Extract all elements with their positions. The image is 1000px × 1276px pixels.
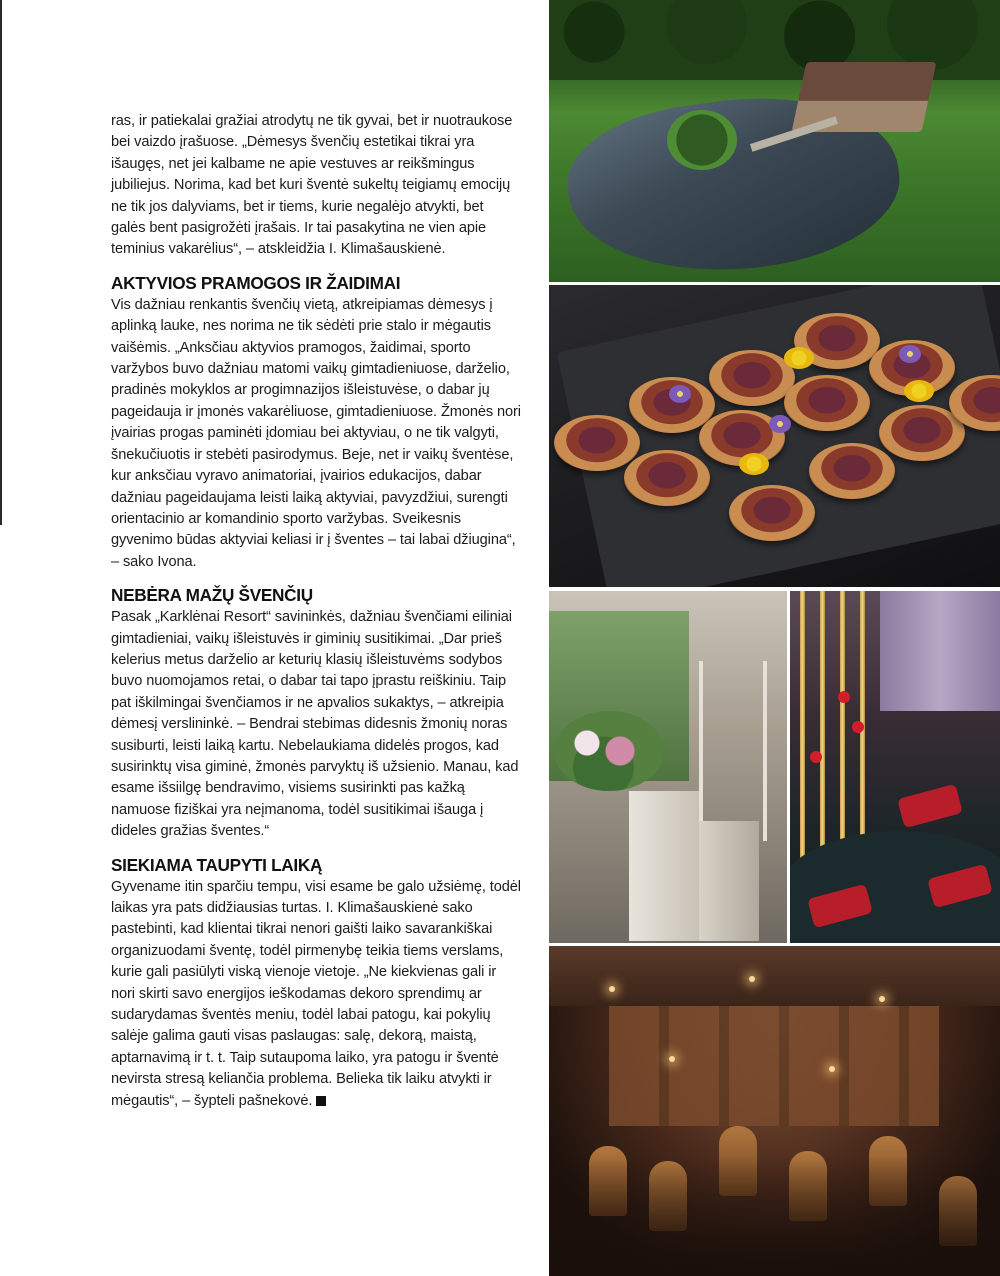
tartlet — [624, 450, 710, 506]
island — [667, 110, 737, 170]
section-heading-saving-time: SIEKIAMA TAUPYTI LAIKĄ — [111, 854, 323, 875]
banquet-hall-photo — [549, 946, 1000, 1276]
edible-flower — [904, 380, 934, 402]
tartlet — [554, 415, 640, 471]
light-spot — [879, 996, 885, 1002]
flower-bouquet — [554, 711, 664, 791]
lodge-building — [792, 62, 937, 132]
display-ladder — [699, 661, 767, 841]
gold-pole — [820, 591, 825, 881]
tartlet — [784, 375, 870, 431]
section-heading-active-entertainment: AKTYVIOS PRAMOGOS IR ŽAIDIMAI — [111, 272, 401, 293]
tartlet — [629, 377, 715, 433]
violet-flower — [669, 385, 691, 403]
violet-flower — [899, 345, 921, 363]
light-spot — [669, 1056, 675, 1062]
floor-shadow — [549, 1156, 1000, 1276]
light-spot — [609, 986, 615, 992]
light-spot — [749, 976, 755, 982]
aerial-lodge-photo — [549, 0, 1000, 282]
tartlet — [809, 443, 895, 499]
section-body-saving-time — [111, 877, 521, 1112]
dessert-table-photo — [549, 591, 787, 943]
section-heading-no-small-celebrations: NEBĖRA MAŽŲ ŠVENČIŲ — [111, 585, 313, 606]
section-body-saving-time-text: Gyvename itin sparčiu tempu, visi esame be galo užsiėmę, todėl laikas yra pats didžiausias turtas. I. Klimašauskienė sako pastebinti, kad klientai tikrai nenori gaišti laiko savarankiškai organizuodami šventę, todėl pirmenybę teikia tiems verslams, kurie gali pasiūlyti viską vienoje vietoje. „Ne kiekvienas gali ir nori skirti savo energijos ieškodamas dekoro sprendimų ar sudarydamas šventės meniu, todėl labai patogu, kai pokylių salėje galima gauti visas paslaugas: salę, dekorą, maistą, aptarnavimą ir t. t. Taip sutaupoma laiko, yra patogu ir šventė nevirsta stresą keliančia problema. Belieka tik laiku atvykti ir mėgautis“, – šypteli pašnekovė. — [111, 878, 521, 1109]
article-column — [111, 111, 521, 1112]
tartlets-photo — [549, 285, 1000, 587]
red-napkin — [897, 784, 963, 829]
tartlet — [729, 485, 815, 541]
light-spot — [829, 1066, 835, 1072]
banquet-table-photo — [790, 591, 1000, 943]
margin-rule — [0, 0, 2, 525]
section-body-active-entertainment: Vis dažniau renkantis švenčių vietą, atkreipiamas dėmesys į aplinką lauke, nes norima ne tik sėdėti prie stalo ir mėgautis vaišėmis. „Anksčiau aktyvios pramogos, žaidimai, sporto varžybos buvo dažniau matomi vaikų gimtadieniuose, darželio, pradinės mokyklos ar progimnazijos išleistuvėse, o dabar jų pageidauja ir įmonės vakarėliuose, gimtadieniuose. Žmonės nori įvairias progas paminėti įdomiau bei aktyviau, o ne tik valgyti, šnekučiuotis ir stebėti pasirodymus. Beje, net ir vaikų šventėse, kur anksčiau vyravo animatoriai, įvairios edukacijos, dabar dažniau pageidaujama leisti laiką aktyviai, pavyzdžiui, surengti orientacinio ar komandinio sporto varžybas. Sveikesnis gyvenimo būdas aktyviai keliasi ir į šventes – tai labai džiugina“, – sako Ivona. — [111, 296, 521, 570]
end-of-article-mark — [316, 1096, 326, 1106]
display-pedestal — [629, 791, 699, 941]
edible-flower — [739, 453, 769, 475]
violet-flower — [769, 415, 791, 433]
display-pedestal — [699, 821, 759, 941]
lit-wall — [609, 1006, 939, 1126]
red-rose — [810, 751, 822, 763]
intro-paragraph: ras, ir patiekalai gražiai atrodytų ne tik gyvai, bet ir nuotraukose bei vaizdo įrašuose. „Dėmesys švenčių estetikai tikrai yra išaugęs, net jei kalbame ne apie vestuves ar reikšmingus jubiliejus. Norima, kad bet kuri šventė sukeltų teigiamų emocijų ne tik jos dalyviams, bet ir tiems, kurie negalėjo atvykti, bet galės bent pasigrožėti įrašais. Ir tai pasakytina ne vien apie teminius vakarėlius“, – atskleidžia I. Klimašauskienė. — [111, 113, 513, 258]
red-rose — [838, 691, 850, 703]
section-body-no-small-celebrations: Pasak „Karklėnai Resort“ savininkės, dažniau švenčiami eiliniai gimtadieniai, vaikų išleistuvės ir giminių susitikimai. „Dar prieš kelerius metus darželio ar keturių klasių išleistuvėms sodybos buvo nuomojamos retai, o dabar tai tapo įprastu reiškiniu. Taip pat iškilmingai švenčiamos ir ne apvalios sukaktys, – atkreipia dėmesį verslininkė. – Bendrai stebimas didesnis žmonių noras susiburti, leisti laiką kartu. Nebelaukiama didelės progos, kad susirinktų visa giminė, žmonės parvyktų iš užsienio. Manau, kad esame išsiilgę bendravimo, visiems susirinkti pas kažką namuose fiziškai yra neįmanoma, todėl susitikimai išauga į dideles gražias šventes.“ — [111, 609, 519, 840]
gold-pole — [800, 591, 805, 881]
edible-flower — [784, 347, 814, 369]
red-rose — [852, 721, 864, 733]
tartlet — [709, 350, 795, 406]
curtain — [880, 591, 1000, 711]
ceiling — [549, 946, 1000, 1006]
